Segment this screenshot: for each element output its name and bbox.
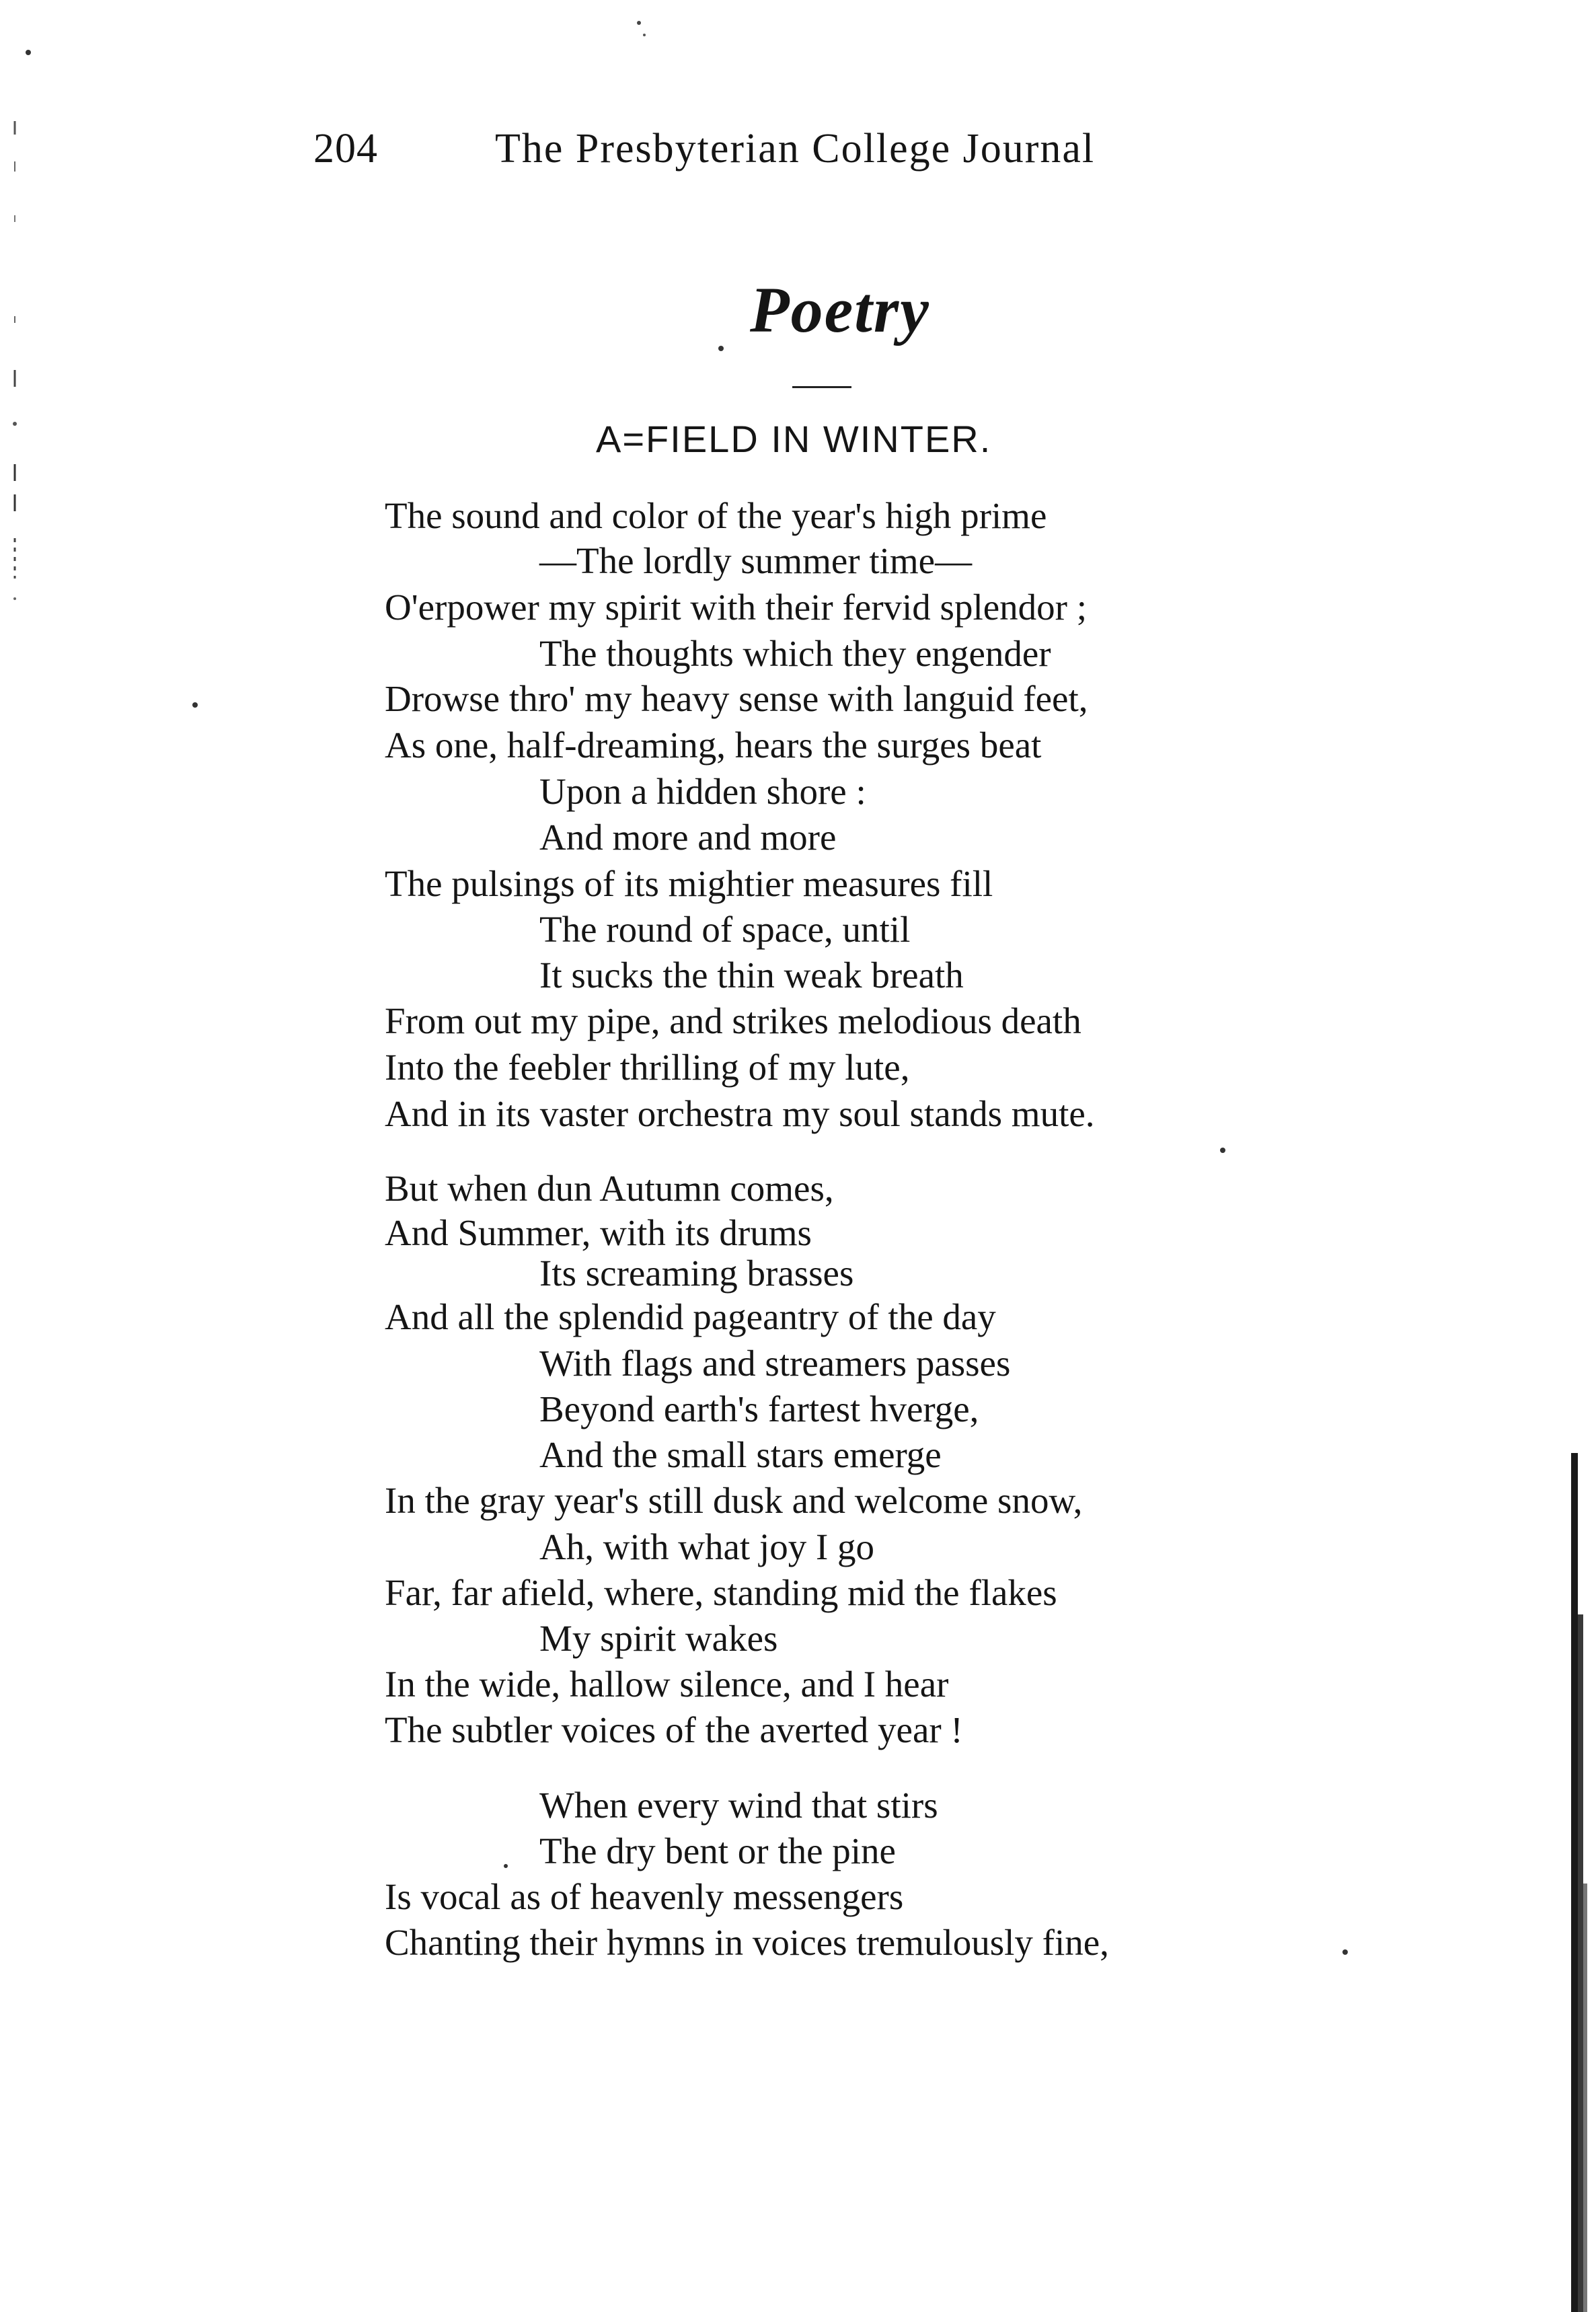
poem-line: Its screaming brasses [539, 1253, 854, 1294]
poem-line: Drowse thro' my heavy sense with languid feet, [385, 678, 1088, 719]
poem-line: The dry bent or the pine [539, 1830, 896, 1871]
poem-line: In the wide, hallow silence, and I hear [385, 1664, 949, 1705]
poem-line: And all the splendid pageantry of the day [385, 1296, 996, 1337]
poem-line: Is vocal as of heavenly messengers [385, 1876, 904, 1917]
poem-line: And more and more [539, 817, 837, 858]
section-heading: Poetry [750, 274, 930, 346]
poem-line: And the small stars emerge [539, 1434, 942, 1475]
poem-line: O'erpower my spirit with their fervid splendor ; [385, 587, 1087, 628]
poem-line: Beyond earth's fartest hverge, [539, 1388, 979, 1429]
poem-title: A=FIELD IN WINTER. [596, 418, 992, 460]
poem-line: The round of space, until [539, 909, 911, 950]
poem-line: Into the feebler thrilling of my lute, [385, 1047, 910, 1088]
poem-line: It sucks the thin weak breath [539, 955, 964, 996]
poem-line: And in its vaster orchestra my soul stands mute. [385, 1093, 1095, 1134]
journal-title: The Presbyterian College Journal [495, 126, 1096, 172]
poem-line: The thoughts which they engender [539, 633, 1051, 674]
poem-line: Ah, with what joy I go [539, 1526, 875, 1567]
poem-line: When every wind that stirs [539, 1785, 938, 1826]
poem-line: In the gray year's still dusk and welcome snow, [385, 1480, 1083, 1521]
poem-line: Chanting their hymns in voices tremulously fine, [385, 1922, 1109, 1963]
poem-line: The pulsings of its mightier measures fill [385, 863, 993, 904]
poem-line: But when dun Autumn comes, [385, 1168, 834, 1209]
page-number: 204 [313, 126, 378, 172]
poem-line: And Summer, with its drums [385, 1212, 812, 1253]
poem-line: Upon a hidden shore : [539, 771, 866, 812]
poem-line: With flags and streamers passes [539, 1343, 1011, 1384]
poem-line: The sound and color of the year's high prime [385, 495, 1047, 536]
poem-line: Far, far afield, where, standing mid the flakes [385, 1572, 1057, 1613]
poem-line: From out my pipe, and strikes melodious death [385, 1000, 1081, 1041]
poem-line: —The lordly summer time— [539, 540, 973, 581]
poem-line: The subtler voices of the averted year ! [385, 1709, 963, 1750]
poem-line: As one, half-dreaming, hears the surges beat [385, 724, 1042, 766]
poem-line: My spirit wakes [539, 1618, 778, 1659]
